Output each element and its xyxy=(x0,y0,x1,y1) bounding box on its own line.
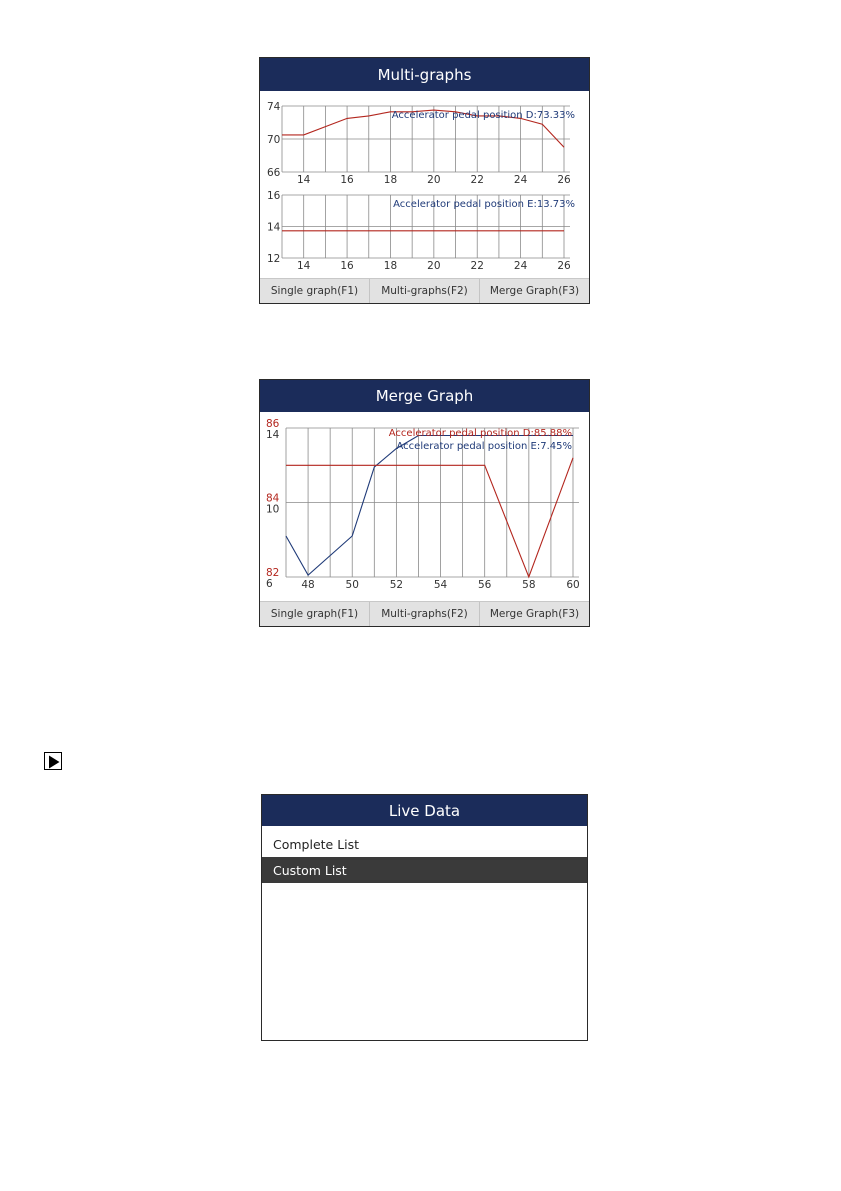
multigraph-1-x-tick-label: 26 xyxy=(557,174,571,186)
merge-graph-x-tick-label: 58 xyxy=(522,579,536,591)
multigraph-1-x-tick-label: 18 xyxy=(383,174,398,186)
multigraph-2-x-tick-label: 14 xyxy=(297,260,311,272)
multigraph-2-x-tick-label: 18 xyxy=(383,260,398,272)
multigraph-1-x-tick-label: 22 xyxy=(470,174,484,186)
merge-graph-series-d-label: Accelerator pedal position D:85.88% xyxy=(388,428,572,439)
multigraph-2-value-label: Accelerator pedal position E:13.73% xyxy=(393,199,575,210)
multigraph-2-x-tick-label: 16 xyxy=(340,260,354,272)
multigraphs-plot-area xyxy=(260,91,589,278)
multigraph-1-y-tick-label: 74 xyxy=(267,101,281,113)
live-data-title: Live Data xyxy=(262,795,587,826)
multigraph-2-x-tick-label: 22 xyxy=(470,260,484,272)
multigraph-1-y-tick-label: 66 xyxy=(267,167,281,179)
merge-graph-x-tick-label: 60 xyxy=(566,579,580,591)
multigraph-2-y-tick-label: 14 xyxy=(267,221,281,234)
merge-graph-x-tick-label: 56 xyxy=(478,579,492,591)
multigraphs-title: Multi-graphs xyxy=(260,58,589,91)
multigraph-2-y-tick-label: 12 xyxy=(267,253,281,265)
live-data-list xyxy=(262,826,587,883)
merge-graph-x-tick-label: 54 xyxy=(433,579,448,591)
multigraphs-charts xyxy=(260,91,589,278)
multigraph-1-x-tick-label: 14 xyxy=(297,174,311,186)
multi-graphs-button[interactable]: Multi-graphs(F2) xyxy=(370,602,480,626)
multigraph-1-x-tick-label: 20 xyxy=(427,174,441,186)
multigraph-2-y-tick-label: 16 xyxy=(267,190,281,202)
multigraph-1-x-tick-label: 16 xyxy=(340,174,354,186)
merge-graph-footer xyxy=(260,601,589,626)
merge-graph-title: Merge Graph xyxy=(260,380,589,412)
merge-graph-screen xyxy=(259,379,590,627)
merge-graph-chart xyxy=(260,412,589,601)
merge-graph-x-tick-label: 50 xyxy=(345,579,359,591)
multigraphs-footer xyxy=(260,278,589,303)
multigraph-2-x-tick-label: 24 xyxy=(513,260,528,272)
merge-graph-y-tick-label-d: 84 xyxy=(266,492,280,505)
merge-graph-series-e-label: Accelerator pedal position E:7.45% xyxy=(396,441,572,452)
merge-graph-series-d-line xyxy=(286,458,573,577)
merge-graph-button[interactable]: Merge Graph(F3) xyxy=(489,285,580,297)
single-graph-button[interactable]: Single graph(F1) xyxy=(260,279,370,303)
multigraph-2-x-tick-label: 26 xyxy=(557,260,571,272)
multi-graphs-button[interactable]: Multi-graphs(F2) xyxy=(370,279,480,303)
merge-graph-plot-area xyxy=(260,412,589,601)
single-graph-button[interactable]: Single graph(F1) xyxy=(260,602,370,626)
merge-graph-y-tick-label-d: 86 xyxy=(266,418,280,430)
multigraphs-screen xyxy=(259,57,590,304)
list-item-complete-list[interactable]: Complete List xyxy=(273,837,360,852)
merge-graph-y-tick-label-e: 6 xyxy=(266,578,273,590)
list-item-custom-list[interactable]: Custom List xyxy=(262,857,587,883)
play-arrow-icon xyxy=(44,752,62,770)
merge-graph-x-tick-label: 48 xyxy=(301,579,315,591)
merge-graph-y-tick-label-e: 10 xyxy=(266,503,280,516)
merge-graph-x-tick-label: 52 xyxy=(389,579,404,591)
merge-graph-button[interactable]: Merge Graph(F3) xyxy=(489,608,580,620)
merge-graph-series-e-line xyxy=(286,436,573,576)
multigraph-1-value-label: Accelerator pedal position D:73.33% xyxy=(391,110,575,121)
merge-graph-y-tick-label-d: 82 xyxy=(266,567,280,579)
multigraph-2-x-tick-label: 20 xyxy=(427,260,441,272)
live-data-screen xyxy=(261,794,588,1041)
merge-graph-y-tick-label-e: 14 xyxy=(266,429,280,441)
multigraph-1-x-tick-label: 24 xyxy=(513,174,528,186)
multigraph-1-y-tick-label: 70 xyxy=(267,134,281,146)
